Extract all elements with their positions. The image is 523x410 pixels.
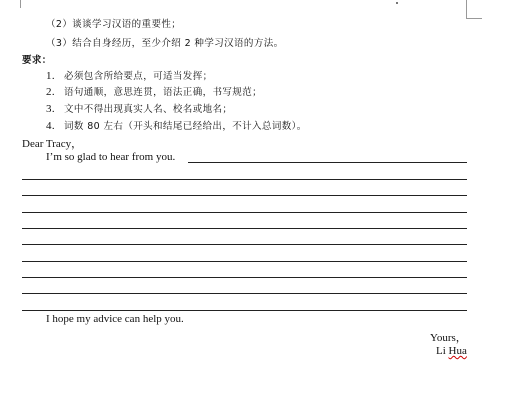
- task-point-2: （2）谈谈学习汉语的重要性；: [46, 19, 182, 30]
- writing-line[interactable]: [22, 261, 467, 262]
- requirement-text: 语句通顺，意思连贯，语法正确，书写规范；: [64, 87, 263, 98]
- requirement-text: 词数 80 左右（开头和结尾已经给出，不计入总词数）。: [64, 121, 307, 132]
- writing-line[interactable]: [188, 162, 467, 163]
- writing-line[interactable]: [22, 195, 467, 196]
- signature-last-name: Hua: [448, 345, 467, 357]
- requirement-text: 文中不得出现真实人名、校名或地名；: [64, 104, 233, 115]
- requirement-number: 1.: [46, 70, 56, 82]
- writing-line[interactable]: [22, 277, 467, 278]
- stray-dot: [396, 2, 398, 4]
- writing-line[interactable]: [22, 310, 467, 311]
- requirement-text: 必须包含所给要点，可适当发挥；: [64, 71, 213, 82]
- requirement-number: 3.: [46, 103, 56, 115]
- task-point-3: （3）结合自身经历，至少介绍 2 种学习汉语的方法。: [46, 38, 284, 49]
- letter-opening-sentence: I’m so glad to hear from you.: [46, 151, 176, 163]
- writing-line[interactable]: [22, 228, 467, 229]
- requirement-number: 2.: [46, 86, 56, 98]
- requirement-item: [46, 101, 232, 115]
- letter-greeting: Dear Tracy，: [22, 138, 83, 150]
- page-corner-mark-right-vertical: [466, 0, 467, 19]
- writing-line[interactable]: [22, 293, 467, 294]
- page-corner-mark-right-horizontal: [466, 18, 482, 19]
- writing-line[interactable]: [22, 244, 467, 245]
- letter-closing-sentence: I hope my advice can help you.: [46, 313, 184, 325]
- page-corner-mark-left: [20, 0, 21, 8]
- letter-signature: [436, 345, 467, 357]
- requirement-number: 4.: [46, 120, 56, 132]
- requirement-item: [46, 84, 262, 98]
- requirement-item: [46, 68, 213, 82]
- requirement-item: [46, 118, 307, 132]
- writing-line[interactable]: [22, 212, 467, 213]
- letter-sign-off: Yours，: [430, 332, 467, 344]
- requirements-heading: 要求：: [22, 55, 52, 66]
- writing-line[interactable]: [22, 179, 467, 180]
- signature-first-name: Li: [436, 345, 446, 357]
